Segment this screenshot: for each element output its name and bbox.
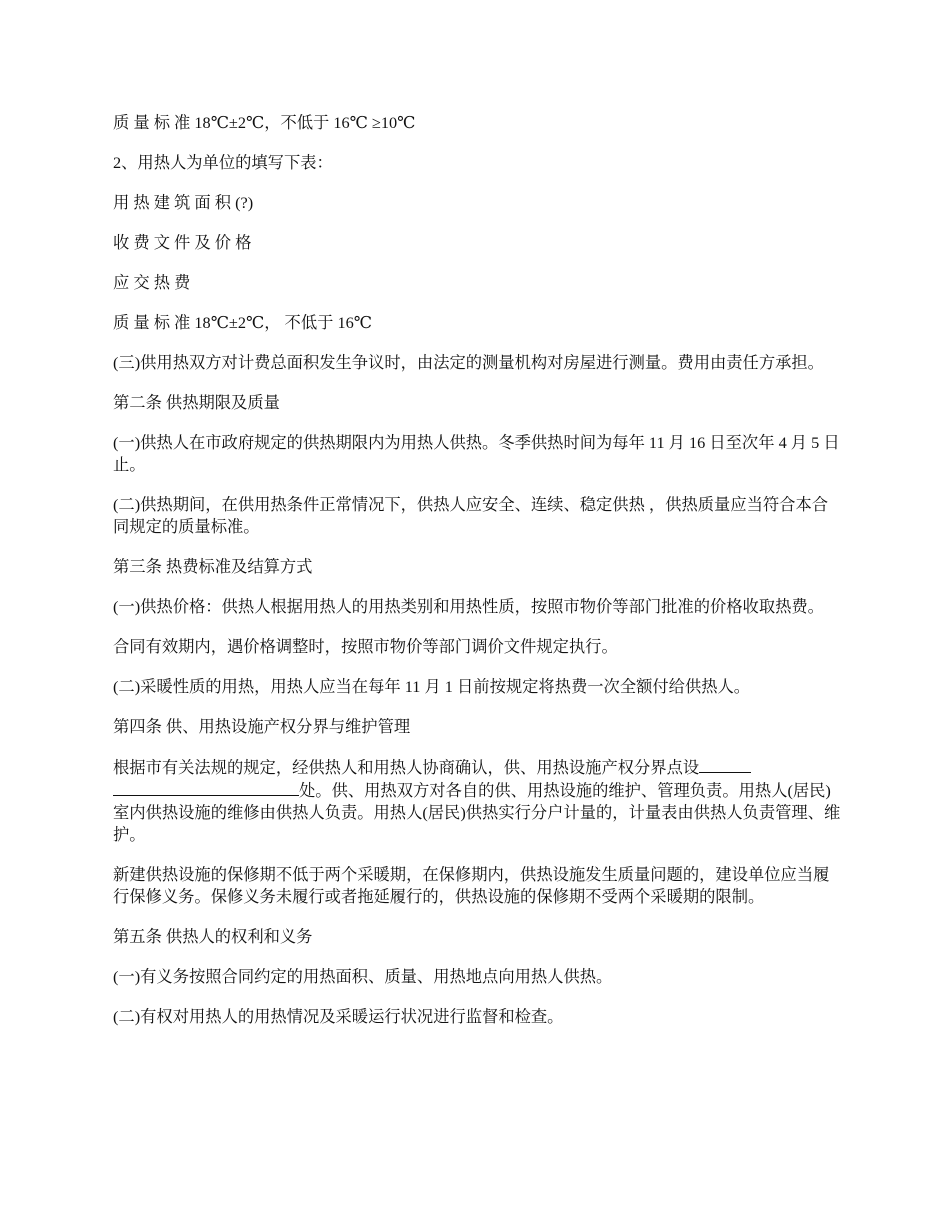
dispute-area-clause: (三)供用热双方对计费总面积发生争议时，由法定的测量机构对房屋进行测量。费用由责任方承担。 xyxy=(113,353,824,372)
article-5-clause-2: (二)有权对用热人的用热情况及采暖运行状况进行监督和检查。 xyxy=(113,1007,564,1026)
article-5-clause-1: (一)有义务按照合同约定的用热面积、质量、用热地点向用热人供热。 xyxy=(113,967,613,986)
article-4-clause-1 xyxy=(113,756,841,846)
document-page xyxy=(113,112,841,1046)
article-2-clause-1: (一)供热人在市政府规定的供热期限内为用热人供热。冬季供热时间为每年 11 月 16 日至次年 4 月 5 日止。 xyxy=(113,433,840,474)
quality-standard-residential: 质 量 标 准 18℃±2℃，不低于 16℃ ≥10℃ xyxy=(113,113,416,132)
article-3-clause-3: (二)采暖性质的用热，用热人应当在每年 11 月 1 日前按规定将热费一次全额付给供热人。 xyxy=(113,677,751,696)
article-4-clause-1-text-b: 处。供、用热双方对各自的供、用热设施的维护、管理负责。用热人(居民)室内供热设施的维修由供热人负责。用热人(居民)供热实行分户计量的，计量表由供热人负责管理、维护。 xyxy=(113,781,841,844)
article-2-clause-2: (二)供热期间，在供用热条件正常情况下，供热人应安全、连续、稳定供热 ，供热质量应当符合本合同规定的质量标准。 xyxy=(113,495,829,536)
article-2-title: 第二条 供热期限及质量 xyxy=(113,393,280,412)
quality-standard-unit: 质 量 标 准 18℃±2℃， 不低于 16℃ xyxy=(113,313,372,332)
heating-area-label: 用 热 建 筑 面 积 (?) xyxy=(113,193,254,212)
fee-docs-price-label: 收 费 文 件 及 价 格 xyxy=(113,233,252,252)
article-3-clause-1: (一)供热价格：供热人根据用热人的用热类别和用热性质，按照市物价等部门批准的价格收取热费。 xyxy=(113,597,824,616)
article-4-title: 第四条 供、用热设施产权分界与维护管理 xyxy=(113,717,411,736)
unit-table-intro: 2、用热人为单位的填写下表： xyxy=(113,153,333,172)
boundary-point-blank-1 xyxy=(699,756,751,773)
boundary-point-blank-2 xyxy=(113,779,299,796)
article-5-title: 第五条 供热人的权利和义务 xyxy=(113,927,313,946)
article-3-title: 第三条 热费标准及结算方式 xyxy=(113,557,313,576)
article-4-clause-2: 新建供热设施的保修期不低于两个采暖期，在保修期内，供热设施发生质量问题的，建设单位应当履行保修义务。保修义务未履行或者拖延履行的，供热设施的保修期不受两个采暖期的限制。 xyxy=(113,865,830,906)
article-4-clause-1-text-a: 根据市有关法规的规定，经供热人和用热人协商确认，供、用热设施产权分界点设 xyxy=(113,758,700,777)
fee-due-label: 应 交 热 费 xyxy=(113,273,191,292)
article-3-clause-2: 合同有效期内，遇价格调整时，按照市物价等部门调价文件规定执行。 xyxy=(113,637,618,656)
